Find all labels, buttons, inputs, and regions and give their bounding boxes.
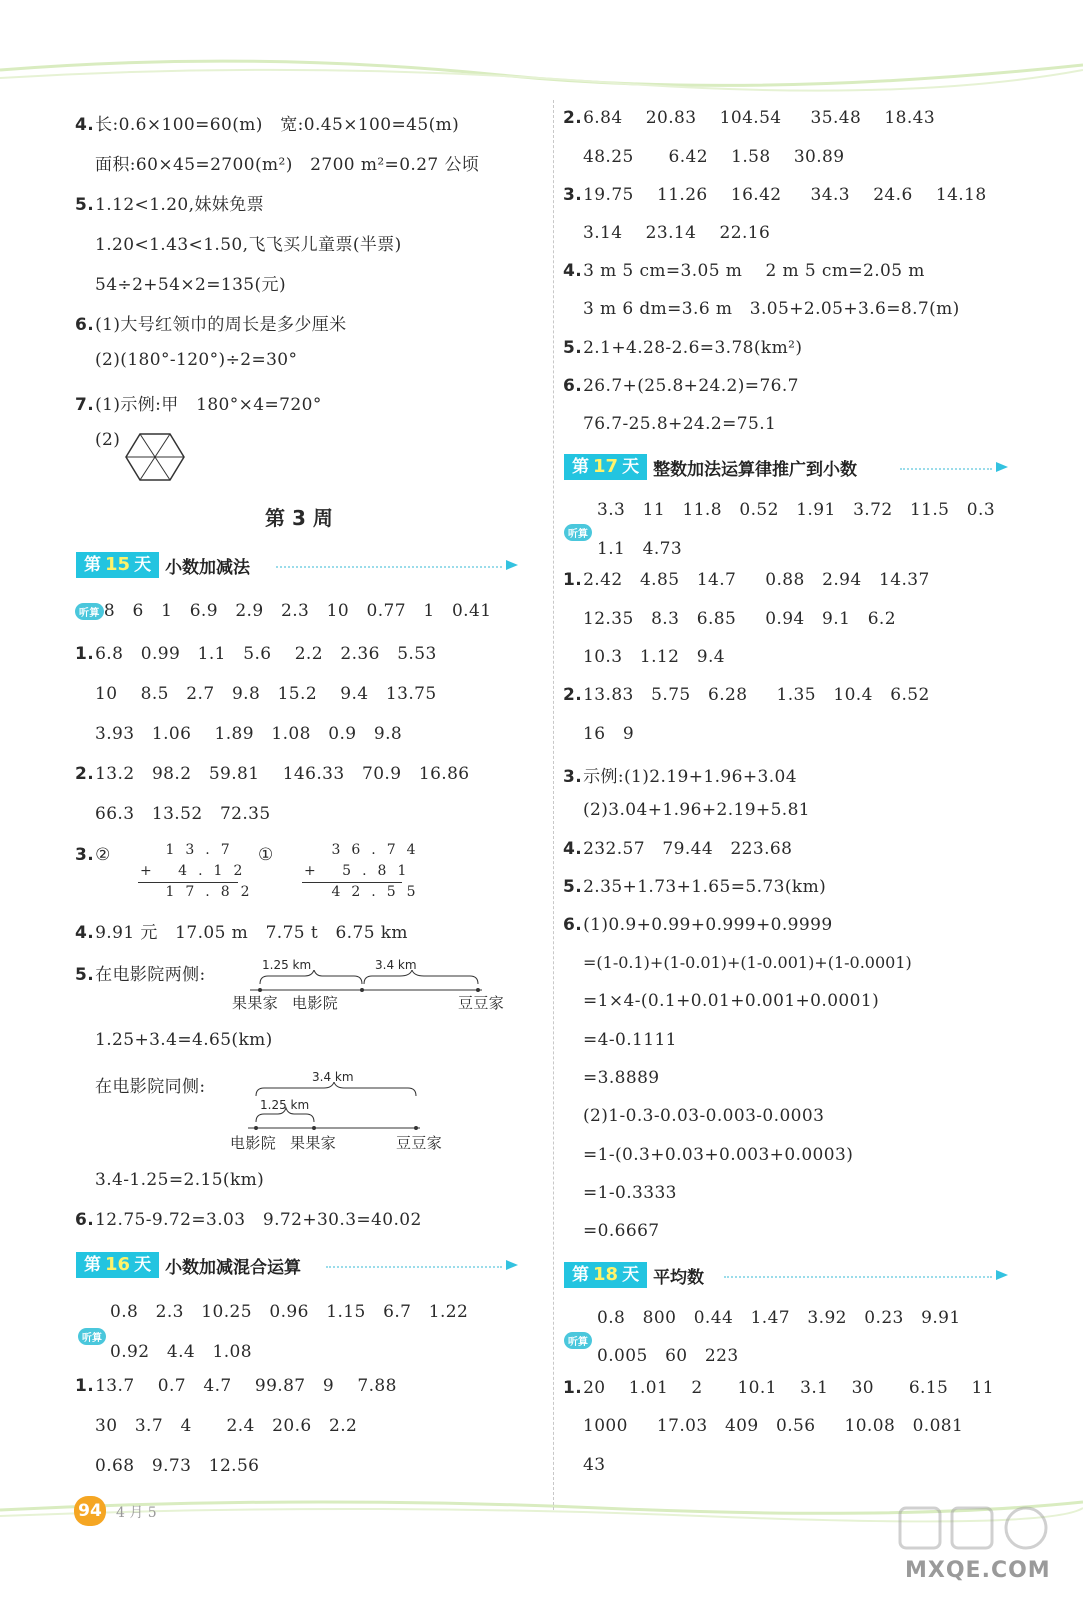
day-18-q1-line1: 1.20 1.01 2 10.1 3.1 30 6.15 11 bbox=[563, 1378, 994, 1398]
right-q5: 5.2.1+4.28-2.6=3.78(km²) bbox=[563, 338, 803, 358]
day-16-warmup-line2: 0.92 4.4 1.08 bbox=[110, 1342, 252, 1362]
day-17-q1-line2: 12.35 8.3 6.85 0.94 9.1 6.2 bbox=[583, 609, 896, 629]
answer-5-line3: 54÷2+54×2=135(元) bbox=[95, 275, 286, 295]
day-17-q6-line8: =1-0.3333 bbox=[583, 1183, 677, 1203]
answer-6-line1: 6.(1)大号红领巾的周长是多少厘米 bbox=[75, 315, 347, 335]
day-17-q2-line2: 16 9 bbox=[583, 724, 635, 744]
warmup-badge: 听算 bbox=[564, 524, 592, 541]
day-15-q1-line1: 1.6.8 0.99 1.1 5.6 2.2 2.36 5.53 bbox=[75, 644, 437, 664]
day-17-q6-line9: =0.6667 bbox=[583, 1221, 660, 1241]
answer-5-line2: 1.20<1.43<1.50,飞飞买儿童票(半票) bbox=[95, 235, 402, 255]
day-16-q1-line2: 30 3.7 4 2.4 20.6 2.2 bbox=[95, 1416, 358, 1436]
day-17-q3-line1: 3.示例:(1)2.19+1.96+3.04 bbox=[563, 767, 797, 787]
diagram-1-place-2: 电影院 bbox=[292, 994, 339, 1012]
day-16-q1-line1: 1.13.7 0.7 4.7 99.87 9 7.88 bbox=[75, 1376, 397, 1396]
day-16-q1-line3: 0.68 9.73 12.56 bbox=[95, 1456, 260, 1476]
answer-5-line1: 5.1.12<1.20,妹妹免票 bbox=[75, 195, 265, 215]
page-footer-label: 4 月 5 bbox=[116, 1505, 157, 1521]
diagram-2-place-1: 电影院 bbox=[230, 1134, 277, 1152]
day-15-q2-line2: 66.3 13.52 72.35 bbox=[95, 804, 271, 824]
vertical-addition-2-row2: + 5.81 bbox=[304, 863, 418, 879]
hexagon-figure bbox=[124, 432, 186, 482]
day-18-warmup-line1: 0.8 800 0.44 1.47 3.92 0.23 9.91 bbox=[597, 1308, 961, 1328]
diagram-2-place-2: 果果家 bbox=[290, 1134, 337, 1152]
day-17-q2-line1: 2.13.83 5.75 6.28 1.35 10.4 6.52 bbox=[563, 685, 930, 705]
day-17-warmup-line1: 3.3 11 11.8 0.52 1.91 3.72 11.5 0.3 bbox=[597, 500, 996, 520]
day-17-title: 整数加法运算律推广到小数 bbox=[653, 459, 858, 480]
day-15-warmup: 听算 8 6 1 6.9 2.9 2.3 10 0.77 1 0.41 bbox=[75, 601, 491, 621]
day-15-title: 小数加减法 bbox=[165, 557, 251, 578]
warmup-badge: 听算 bbox=[78, 1328, 106, 1345]
right-q6-line2: 76.7-25.8+24.2=75.1 bbox=[583, 414, 777, 434]
answer-7-line1: 7.(1)示例:甲 180°×4=720° bbox=[75, 395, 322, 415]
day-17-q6-line2: =(1-0.1)+(1-0.01)+(1-0.001)+(1-0.0001) bbox=[583, 953, 912, 972]
day-17-q6-line7: =1-(0.3+0.03+0.003+0.0003) bbox=[583, 1145, 854, 1165]
day-15-q1-line2: 10 8.5 2.7 9.8 15.2 9.4 13.75 bbox=[95, 684, 437, 704]
diagram-2-label-a: 3.4 km bbox=[312, 1070, 354, 1084]
day-18-header bbox=[564, 1262, 1010, 1288]
vertical-addition-2-row3: 42.55 bbox=[316, 884, 427, 900]
day-16-tag: 第 16 天 bbox=[76, 1252, 159, 1278]
right-q2-line2: 48.25 6.42 1.58 30.89 bbox=[583, 147, 845, 167]
header-dotted-line bbox=[326, 1266, 502, 1268]
page-number-badge: 94 bbox=[74, 1496, 106, 1526]
diagram-1-place-1: 果果家 bbox=[232, 994, 279, 1012]
day-15-q3-label: 3.② bbox=[75, 845, 111, 865]
answer-4-line2: 面积:60×45=2700(m²) 2700 m²=0.27 公顷 bbox=[95, 155, 480, 175]
diagram-1-label-b: 3.4 km bbox=[375, 958, 417, 972]
day-15-q5-line1: 5.在电影院两侧: bbox=[75, 965, 206, 985]
day-17-q6-line4: =4-0.1111 bbox=[583, 1030, 677, 1050]
vertical-addition-1-row1: 13.7 bbox=[150, 842, 241, 858]
day-15-header bbox=[76, 552, 522, 578]
header-arrow-icon bbox=[506, 560, 518, 570]
day-15-q3-label-2: ① bbox=[258, 845, 274, 865]
day-15-q2-line1: 2.13.2 98.2 59.81 146.33 70.9 16.86 bbox=[75, 764, 470, 784]
day-17-q1-line3: 10.3 1.12 9.4 bbox=[583, 647, 725, 667]
day-17-header bbox=[564, 454, 1010, 480]
day-17-q6-line1: 6.(1)0.9+0.99+0.999+0.9999 bbox=[563, 915, 833, 935]
day-15-q5-line2: 1.25+3.4=4.65(km) bbox=[95, 1030, 273, 1050]
day-15-tag: 第 15 天 bbox=[76, 552, 159, 578]
diagram-2-place-3: 豆豆家 bbox=[396, 1134, 443, 1152]
day-17-q5: 5.2.35+1.73+1.65=5.73(km) bbox=[563, 877, 827, 897]
diagram-1-place-3: 豆豆家 bbox=[458, 994, 505, 1012]
day-17-q1-line1: 1.2.42 4.85 14.7 0.88 2.94 14.37 bbox=[563, 570, 930, 590]
day-17-q6-line5: =3.8889 bbox=[583, 1068, 660, 1088]
header-arrow-icon bbox=[506, 1260, 518, 1270]
header-arrow-icon bbox=[996, 462, 1008, 472]
right-q3-line2: 3.14 23.14 22.16 bbox=[583, 223, 771, 243]
day-17-q4: 4.232.57 79.44 223.68 bbox=[563, 839, 793, 859]
diagram-1-label-a: 1.25 km bbox=[262, 958, 312, 972]
day-16-warmup-line1: 0.8 2.3 10.25 0.96 1.15 6.7 1.22 bbox=[110, 1302, 469, 1322]
day-15-q5-line4: 3.4-1.25=2.15(km) bbox=[95, 1170, 265, 1190]
right-q3-line1: 3.19.75 11.26 16.42 34.3 24.6 14.18 bbox=[563, 185, 987, 205]
day-16-title: 小数加减混合运算 bbox=[165, 1257, 302, 1278]
day-18-q1-line2: 1000 17.03 409 0.56 10.08 0.081 bbox=[583, 1416, 964, 1436]
distance-diagram-1 bbox=[250, 970, 490, 992]
vertical-addition-1-row3: 17.82 bbox=[150, 884, 261, 900]
day-15-q5-line3: 在电影院同侧: bbox=[95, 1077, 206, 1097]
right-q6-line1: 6.26.7+(25.8+24.2)=76.7 bbox=[563, 376, 799, 396]
answer-4-line1: 4.长:0.6×100=60(m) 宽:0.45×100=45(m) bbox=[75, 115, 460, 135]
column-divider bbox=[553, 100, 554, 1510]
vertical-addition-1-row2: + 4.12 bbox=[140, 863, 254, 879]
answer-7-line2: (2) bbox=[95, 430, 121, 450]
diagram-2-label-b: 1.25 km bbox=[260, 1098, 310, 1112]
warmup-badge: 听算 bbox=[75, 603, 104, 620]
watermark-text: MXQE.COM bbox=[905, 1558, 1051, 1583]
day-17-q6-line6: (2)1-0.3-0.03-0.003-0.0003 bbox=[583, 1106, 825, 1126]
header-dotted-line bbox=[276, 566, 502, 568]
day-17-q6-line3: =1×4-(0.1+0.01+0.001+0.0001) bbox=[583, 991, 880, 1011]
day-15-q4: 4.9.91 元 17.05 m 7.75 t 6.75 km bbox=[75, 923, 408, 943]
day-17-tag: 第 17 天 bbox=[564, 454, 647, 480]
right-q4-line1: 4.3 m 5 cm=3.05 m 2 m 5 cm=2.05 m bbox=[563, 261, 925, 281]
header-dotted-line bbox=[900, 468, 992, 470]
day-18-title: 平均数 bbox=[653, 1267, 705, 1288]
day-17-q3-line2: (2)3.04+1.96+2.19+5.81 bbox=[583, 800, 811, 820]
header-arrow-icon bbox=[996, 1270, 1008, 1280]
day-18-q1-line3: 43 bbox=[583, 1455, 606, 1475]
right-q4-line2: 3 m 6 dm=3.6 m 3.05+2.05+3.6=8.7(m) bbox=[583, 299, 960, 319]
vertical-addition-1-rule bbox=[138, 882, 238, 883]
day-15-q1-line3: 3.93 1.06 1.89 1.08 0.9 9.8 bbox=[95, 724, 403, 744]
warmup-badge: 听算 bbox=[564, 1332, 592, 1349]
answer-6-line2: (2)(180°-120°)÷2=30° bbox=[95, 350, 298, 370]
vertical-addition-2-row1: 36.74 bbox=[316, 842, 427, 858]
day-17-warmup-line2: 1.1 4.73 bbox=[597, 539, 683, 559]
day-18-warmup-line2: 0.005 60 223 bbox=[597, 1346, 739, 1366]
week-title: 第 3 周 bbox=[265, 506, 333, 530]
day-16-header bbox=[76, 1252, 522, 1278]
day-18-tag: 第 18 天 bbox=[564, 1262, 647, 1288]
vertical-addition-2-rule bbox=[302, 882, 402, 883]
right-q2-line1: 2.6.84 20.83 104.54 35.48 18.43 bbox=[563, 108, 936, 128]
day-15-q6: 6.12.75-9.72=3.03 9.72+30.3=40.02 bbox=[75, 1210, 422, 1230]
top-decorative-wave bbox=[0, 40, 1083, 110]
header-dotted-line bbox=[724, 1276, 992, 1278]
